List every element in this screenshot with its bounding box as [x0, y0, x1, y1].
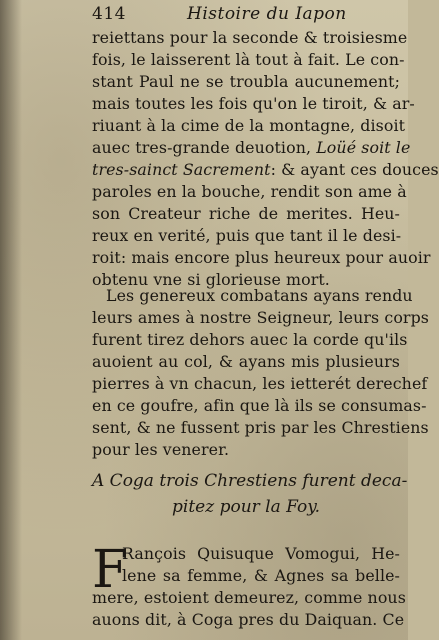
text-line: [92, 137, 411, 159]
text-line: lene sa femme, & Agnes sa belle-: [122, 566, 400, 585]
text-line: auons dit, à Coga pres du Daiquan. Ce: [92, 610, 405, 629]
text-line: stant Paul ne se troubla aucunement;: [92, 72, 400, 91]
section-heading-line: pitez pour la Foy.: [172, 497, 320, 517]
italic-phrase: tres-sainct Sacrement: [92, 160, 271, 179]
text-line: reiettans pour la seconde & troisiesme: [92, 28, 408, 47]
page-header: [92, 4, 392, 24]
text-line: Les genereux combatans ayans rendu: [106, 286, 413, 305]
text-line: riuant à la cime de la montagne, disoit: [92, 116, 406, 135]
text-line: sent, & ne fussent pris par les Chrestiens: [92, 418, 429, 437]
text-line: son Createur riche de merites. Heu-: [92, 204, 400, 223]
paragraph-3: [92, 540, 406, 631]
gutter-shadow: [0, 0, 22, 640]
text-line: reux en verité, puis que tant il le desi-: [92, 226, 402, 245]
drop-cap: F: [92, 540, 129, 600]
text-line: obtenu vne si glorieuse mort.: [92, 270, 330, 289]
text-line: Rançois Quisuque Vomogui, He-: [122, 544, 400, 563]
section-heading: [92, 468, 408, 520]
text-line: auoient au col, & ayans mis plusieurs: [92, 352, 400, 371]
paragraph-1: [92, 27, 439, 291]
paragraph-2: [92, 285, 429, 461]
text-line: roit: mais encore plus heureux pour auoir: [92, 248, 431, 267]
section-heading-line: A Coga trois Chrestiens furent deca-: [92, 471, 408, 491]
text-segment: auec tres-grande deuotion,: [92, 138, 312, 157]
text-line: [92, 159, 439, 181]
text-line: pierres à vn chacun, les ietterét derechef: [92, 374, 428, 393]
text-line: mere, estoient demeurez, comme nous: [92, 588, 406, 607]
text-line: pour les venerer.: [92, 440, 230, 459]
text-segment: : & ayant ces douces: [270, 160, 439, 179]
text-line: leurs ames à nostre Seigneur, leurs corps: [92, 308, 429, 327]
page-number: 414: [92, 4, 126, 24]
italic-phrase: Loüé soit le: [316, 138, 411, 157]
text-line: furent tirez dehors auec la corde qu'ils: [92, 330, 408, 349]
text-line: en ce goufre, afin que là ils se consumas-: [92, 396, 427, 415]
text-line: fois, le laisserent là tout à fait. Le con-: [92, 50, 405, 69]
text-line: paroles en la bouche, rendit son ame à: [92, 182, 407, 201]
running-title: Histoire du Iapon: [187, 4, 347, 24]
text-line: mais toutes les fois qu'on le tiroit, & ar-: [92, 94, 415, 113]
